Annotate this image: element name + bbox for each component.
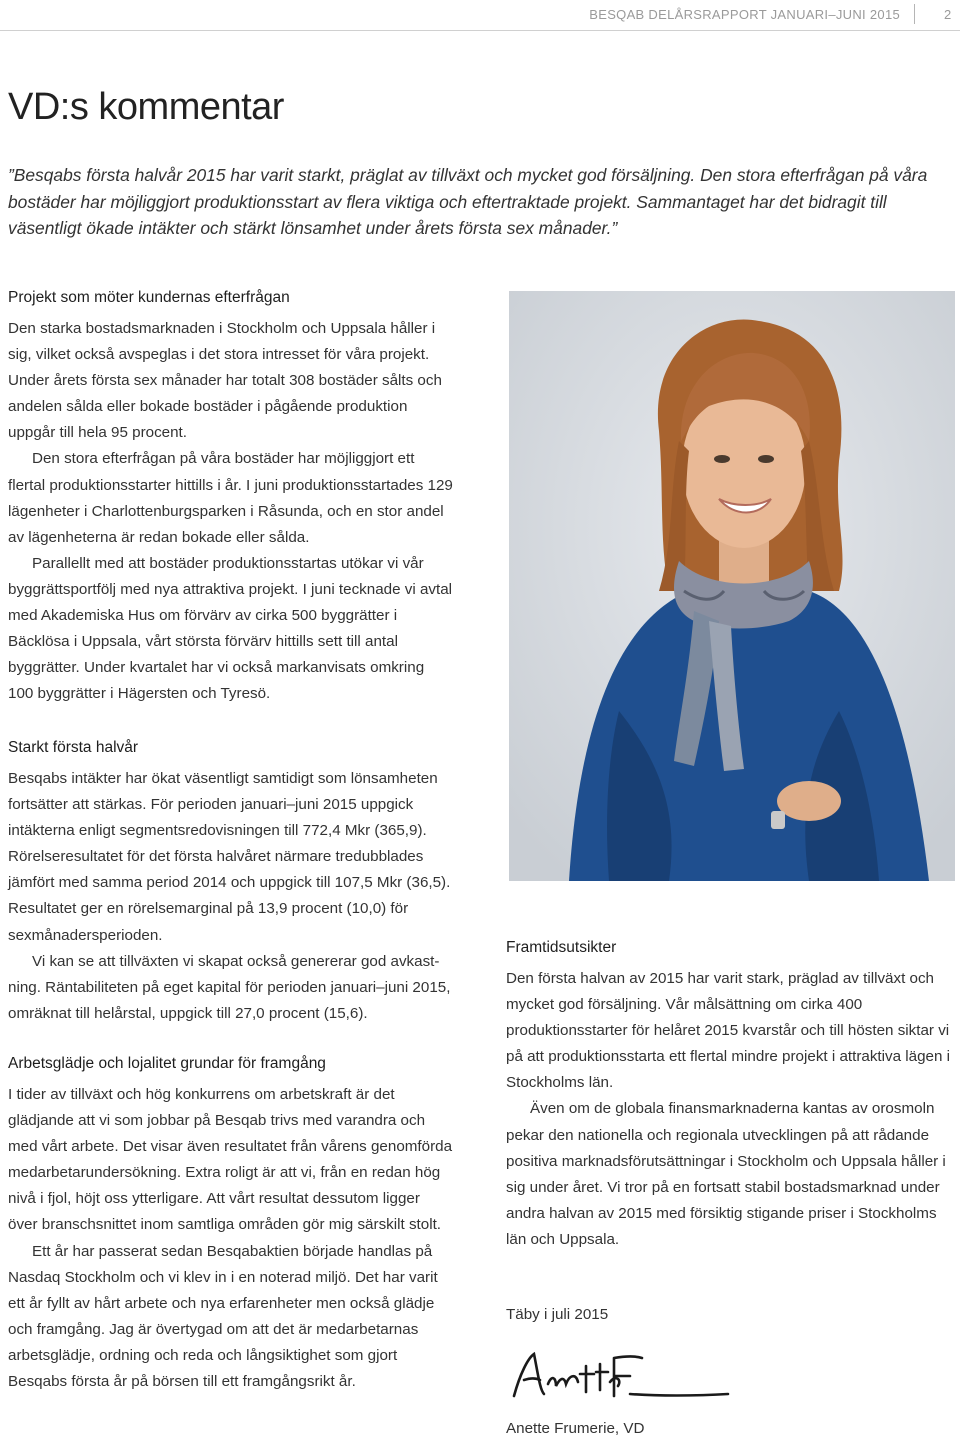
section-heading: Framtidsutsikter <box>506 939 617 956</box>
report-title: BESQAB DELÅRSRAPPORT JANUARI–JUNI 2015 <box>589 7 900 22</box>
signatory-name: Anette Frumerie, VD <box>506 1420 645 1437</box>
right-column <box>506 936 956 1253</box>
portrait-illustration <box>509 291 955 881</box>
page-title: VD:s kommentar <box>8 86 284 128</box>
paragraph: Parallellt med att bostäder produktionsstartas utökar vi vår byggrättsportfölj med nya attraktiva projekt. I juni tecknade vi avtal med Akademiska Hus om förvärv av cirka 500 byggrätter i Bäcklösa i Uppsala, vårt största förvärv hittills sett till antal byggrätter. Under kvartalet har vi också markanvisats omkring 100 byggrätter i Hägersten och Tyresö. <box>8 554 453 703</box>
paragraph: I tider av tillväxt och hög konkurrens om arbetskraft är det glädjande att vi som jobbar på Besqab trivs med varandra och med vårt arbete. Det visar även resultatet från vårens genomförda medarbetarundersökning. Extra roligt är att vi, från en redan hög nivå i fjol, höjt oss ytterligare. Att vårt resultat dessutom ligger över branschsnittet inom samtliga områden gör mig särskilt stolt. <box>8 1086 453 1234</box>
paragraph: Besqabs intäkter har ökat väsentligt samtidigt som lönsamheten fortsätter att stärkas. För perioden januari–juni 2015 uppgick intäkterna enligt segmentsredovisningen till 772,4 Mkr (365,9). Rörelseresultatet för det första halvåret närmare tredubblades jämfört med samma period 2014 och uppgick till 107,5 Mkr (36,5). Resultatet ger en rörelsemarginal på 13,9 procent (10,0) för sexmånadersperioden. <box>8 770 451 944</box>
paragraph: Vi kan se att tillväxten vi skapat också genererar god avkastning. Räntabiliteten på eget kapital för perioden januari–juni 2015, omräknat till helårstal, uppgick till 27,0 procent (15,6). <box>8 952 451 1022</box>
paragraph: Den första halvan av 2015 har varit stark, präglad av tillväxt och mycket god försäljning. Vår målsättning om cirka 400 produktionsstarter för helåret 2015 kvarstår och till hösten siktar vi på att produktionsstarta ett flertal mindre projekt i attraktiva lägen i Stockholms län. <box>506 970 951 1092</box>
paragraph: Den starka bostadsmarknaden i Stockholm och Uppsala håller i sig, vilket också avspeglas i det stora intresset för våra projekt. Under årets första sex månader har totalt 308 bostäder sålts och andelen sålda eller bokade bostäder i pågående produktion uppgår till hela 95 procent. <box>8 320 442 442</box>
section-arbete <box>8 1052 453 1395</box>
paragraph: Den stora efterfrågan på våra bostäder har möjliggjort ett flertal produktionsstarter hittills i år. I juni produktionsstartades 129 lägenheter i Charlottenburgsparken i Råsunda, och en stor andel av lägenheterna är redan bokade eller sålda. <box>8 450 453 546</box>
ceo-quote: ”Besqabs första halvår 2015 har varit starkt, präglat av tillväxt och mycket god försäljning. Den stora efterfrågan på våra bostäder har möjliggjort produktionsstart av flera viktiga och eftertraktade projekt. Sammantaget har det bidragit till väsentligt ökade intäkter och stärkt lönsamhet under årets första sex månader.” <box>8 165 928 238</box>
section-heading: Arbetsglädje och lojalitet grundar för framgång <box>8 1055 326 1072</box>
section-projekt <box>8 286 453 707</box>
page-number: 2 <box>944 7 952 22</box>
section-heading: Starkt första halvår <box>8 739 139 756</box>
place-date: Täby i juli 2015 <box>506 1306 609 1323</box>
section-stark <box>8 736 453 1027</box>
paragraph: Även om de globala finansmarknaderna kantas av orosmoln pekar den nationella och regionala utvecklingen på att rådande positiva marknadsförutsättningar i Stockholm och Uppsala håller i sig under året. Vi tror på en fortsatt stabil bostadsmarknad under andra halvan av 2015 med försiktig stigande priser i Stockholms län och Uppsala. <box>506 1100 946 1248</box>
header-rule <box>0 30 960 31</box>
section-heading: Projekt som möter kundernas efterfrågan <box>8 289 290 306</box>
signature-image <box>506 1344 736 1414</box>
ceo-portrait <box>509 291 955 881</box>
page-header <box>0 0 960 30</box>
header-separator <box>914 4 915 24</box>
paragraph: Ett år har passerat sedan Besqabaktien började handlas på Nasdaq Stockholm och vi klev in i en noterad miljö. Det har varit ett år fyllt av hårt arbete och nya erfarenheter men också glädje och framgång. Jag är övertygad om att det är medarbetarnas arbetsglädje, ordning och reda och långsiktighet som gjort Besqabs första år på börsen till ett framgångsrikt år. <box>8 1242 438 1391</box>
